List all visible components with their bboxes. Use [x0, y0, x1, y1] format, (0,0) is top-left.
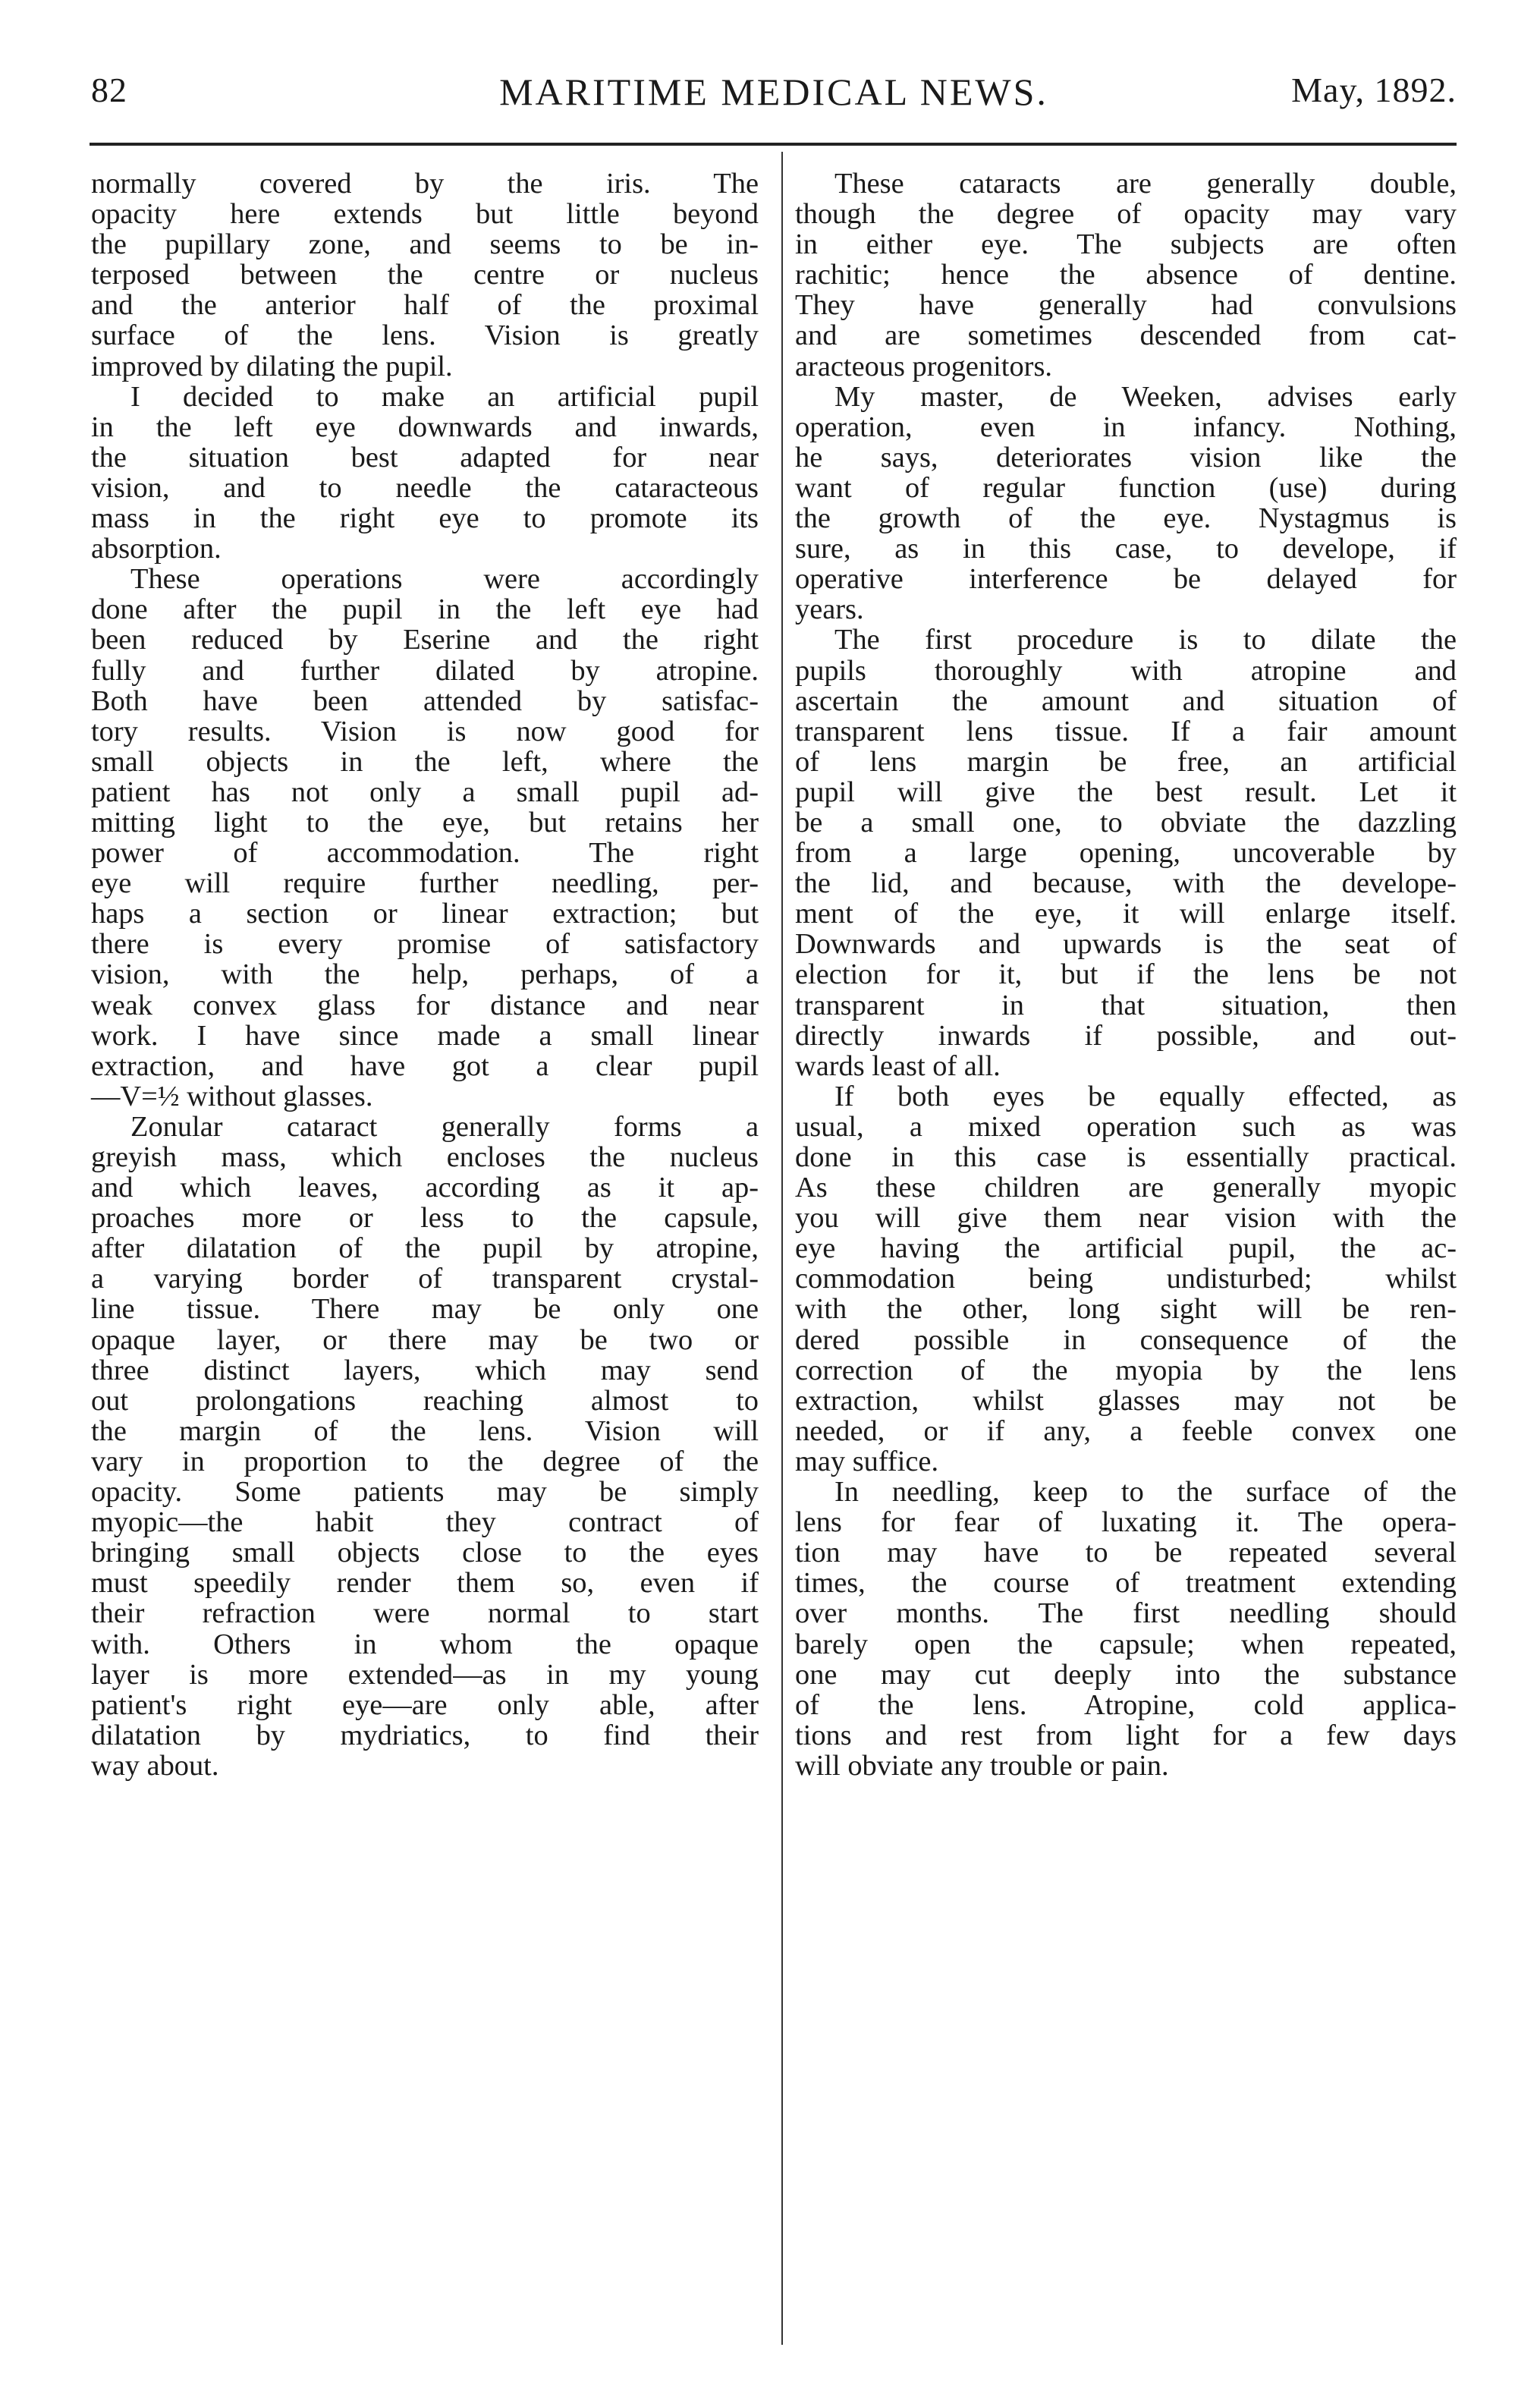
text-line: Downwards and upwards is the seat of — [795, 928, 1457, 961]
text-line: eye having the artificial pupil, the ac- — [795, 1232, 1457, 1265]
text-line: vary in proportion to the degree of the — [91, 1445, 759, 1477]
text-line: their refraction were normal to start — [91, 1597, 759, 1630]
text-line: improved by dilating the pupil. — [91, 350, 453, 382]
text-line: greyish mass, which encloses the nucleus — [91, 1141, 759, 1173]
text-line: patient's right eye—are only able, after — [91, 1688, 759, 1721]
text-line: directly inwards if possible, and out- — [795, 1019, 1457, 1052]
text-line: election for it, but if the lens be not — [795, 958, 1457, 991]
text-line: sure, as in this case, to develope, if — [795, 533, 1457, 565]
text-line: absorption. — [91, 533, 222, 565]
text-line: and the anterior half of the proximal — [91, 289, 759, 322]
text-line: correction of the myopia by the lens — [795, 1354, 1457, 1386]
text-line: out prolongations reaching almost to — [91, 1384, 759, 1417]
text-line: Both have been attended by satisfac- — [91, 684, 759, 717]
text-line: If both eyes be equally effected, as — [834, 1080, 1457, 1112]
text-line: the margin of the lens. Vision will — [91, 1414, 759, 1447]
text-line: operation, even in infancy. Nothing, — [795, 411, 1457, 443]
text-line: times, the course of treatment extending — [795, 1567, 1457, 1600]
journal-title: MARITIME MEDICAL NEWS. — [499, 71, 1048, 113]
text-line: layer is more extended—as in my young — [91, 1658, 759, 1691]
text-line: with the other, long sight will be ren- — [795, 1293, 1457, 1326]
text-line: rachitic; hence the absence of dentine. — [795, 259, 1457, 291]
text-line: transparent lens tissue. If a fair amount — [795, 715, 1457, 747]
page-header — [91, 70, 1457, 131]
text-line: he says, deteriorates vision like the — [795, 441, 1457, 474]
text-line: As these children are generally myopic — [795, 1172, 1457, 1204]
text-line: tions and rest from light for a few days — [795, 1719, 1457, 1751]
text-line: may suffice. — [795, 1445, 939, 1477]
text-line: three distinct layers, which may send — [91, 1354, 759, 1386]
text-line: mass in the right eye to promote its — [91, 502, 759, 535]
text-line: These cataracts are generally double, — [834, 168, 1457, 200]
text-line: terposed between the centre or nucleus — [91, 259, 759, 291]
text-line: I decided to make an artificial pupil — [130, 380, 759, 413]
text-line: years. — [795, 593, 864, 626]
text-line: from a large opening, uncoverable by — [795, 837, 1457, 870]
text-line: needed, or if any, a feeble convex one — [795, 1414, 1457, 1447]
text-line: work. I have since made a small linear — [91, 1019, 759, 1052]
text-line: pupils thoroughly with atropine and — [795, 654, 1457, 687]
text-line: weak convex glass for distance and near — [91, 989, 759, 1021]
text-line: the lid, and because, with the develope- — [795, 867, 1457, 900]
text-line: opaque layer, or there may be two or — [91, 1323, 759, 1356]
text-line: done after the pupil in the left eye had — [91, 593, 759, 626]
text-line: been reduced by Eserine and the right — [91, 624, 759, 656]
text-line: ascertain the amount and situation of — [795, 684, 1457, 717]
text-line: a varying border of transparent crystal- — [91, 1263, 759, 1295]
text-line: In needling, keep to the surface of the — [834, 1476, 1457, 1509]
text-line: line tissue. There may be only one — [91, 1293, 759, 1326]
text-line: transparent in that situation, then — [795, 989, 1457, 1021]
text-line: and which leaves, according as it ap- — [91, 1172, 759, 1204]
left-column — [91, 168, 759, 1781]
text-line: and are sometimes descended from cat- — [795, 319, 1457, 352]
text-line: dered possible in consequence of the — [795, 1323, 1457, 1356]
text-line: done in this case is essentially practical. — [795, 1141, 1457, 1173]
text-line: way about. — [91, 1749, 219, 1782]
text-line: vision, with the help, perhaps, of a — [91, 958, 759, 991]
text-line: after dilatation of the pupil by atropine, — [91, 1232, 759, 1265]
text-line: opacity here extends but little beyond — [91, 198, 759, 231]
text-line: barely open the capsule; when repeated, — [795, 1628, 1457, 1660]
text-line: operative interference be delayed for — [795, 563, 1457, 596]
text-line: the pupillary zone, and seems to be in- — [91, 228, 759, 261]
text-line: opacity. Some patients may be simply — [91, 1476, 759, 1509]
text-line: of lens margin be free, an artificial — [795, 745, 1457, 778]
text-line: extraction, whilst glasses may not be — [795, 1384, 1457, 1417]
text-line: extraction, and have got a clear pupil — [91, 1049, 759, 1082]
page-number: 82 — [91, 71, 127, 109]
text-line: of the lens. Atropine, cold applica- — [795, 1688, 1457, 1721]
text-line: be a small one, to obviate the dazzling — [795, 806, 1457, 839]
text-line: aracteous progenitors. — [795, 350, 1052, 382]
text-line: pupil will give the best result. Let it — [795, 776, 1457, 808]
text-line: vision, and to needle the cataracteous — [91, 471, 759, 504]
text-line: tory results. Vision is now good for — [91, 715, 759, 747]
text-line: wards least of all. — [795, 1049, 1001, 1082]
text-line: dilatation by mydriatics, to find their — [91, 1719, 759, 1751]
text-line: normally covered by the iris. The — [91, 168, 759, 200]
text-line: fully and further dilated by atropine. — [91, 654, 759, 687]
text-line: The first procedure is to dilate the — [834, 624, 1457, 656]
text-line: though the degree of opacity may vary — [795, 198, 1457, 231]
right-column — [795, 168, 1457, 1781]
text-line: haps a section or linear extraction; but — [91, 898, 759, 930]
issue-date: May, 1892. — [1291, 71, 1457, 109]
text-line: ment of the eye, it will enlarge itself. — [795, 898, 1457, 930]
text-line: will obviate any trouble or pain. — [795, 1749, 1169, 1782]
text-line: over months. The first needling should — [795, 1597, 1457, 1630]
text-line: the situation best adapted for near — [91, 441, 759, 474]
text-line: eye will require further needling, per- — [91, 867, 759, 900]
text-line: must speedily render them so, even if — [91, 1567, 759, 1600]
column-divider — [781, 152, 783, 2345]
text-line: mitting light to the eye, but retains her — [91, 806, 759, 839]
text-line: there is every promise of satisfactory — [91, 928, 759, 961]
text-line: usual, a mixed operation such as was — [795, 1110, 1457, 1143]
text-line: one may cut deeply into the substance — [795, 1658, 1457, 1691]
text-line: the growth of the eye. Nystagmus is — [795, 502, 1457, 535]
text-line: They have generally had convulsions — [795, 289, 1457, 322]
text-line: proaches more or less to the capsule, — [91, 1202, 759, 1235]
text-line: myopic—the habit they contract of — [91, 1506, 759, 1539]
text-line: Zonular cataract generally forms a — [130, 1110, 759, 1143]
text-line: patient has not only a small pupil ad- — [91, 776, 759, 808]
text-line: —V=½ without glasses. — [91, 1080, 373, 1112]
text-line: want of regular function (use) during — [795, 471, 1457, 504]
text-line: These operations were accordingly — [130, 563, 759, 596]
text-line: tion may have to be repeated several — [795, 1537, 1457, 1569]
text-line: in either eye. The subjects are often — [795, 228, 1457, 261]
text-line: small objects in the left, where the — [91, 745, 759, 778]
text-line: in the left eye downwards and inwards, — [91, 411, 759, 443]
header-rule — [90, 143, 1457, 146]
text-line: you will give them near vision with the — [795, 1202, 1457, 1235]
text-line: power of accommodation. The right — [91, 837, 759, 870]
text-line: lens for fear of luxating it. The opera- — [795, 1506, 1457, 1539]
text-line: My master, de Weeken, advises early — [834, 380, 1457, 413]
text-line: bringing small objects close to the eyes — [91, 1537, 759, 1569]
text-line: surface of the lens. Vision is greatly — [91, 319, 759, 352]
text-line: with. Others in whom the opaque — [91, 1628, 759, 1660]
text-line: commodation being undisturbed; whilst — [795, 1263, 1457, 1295]
